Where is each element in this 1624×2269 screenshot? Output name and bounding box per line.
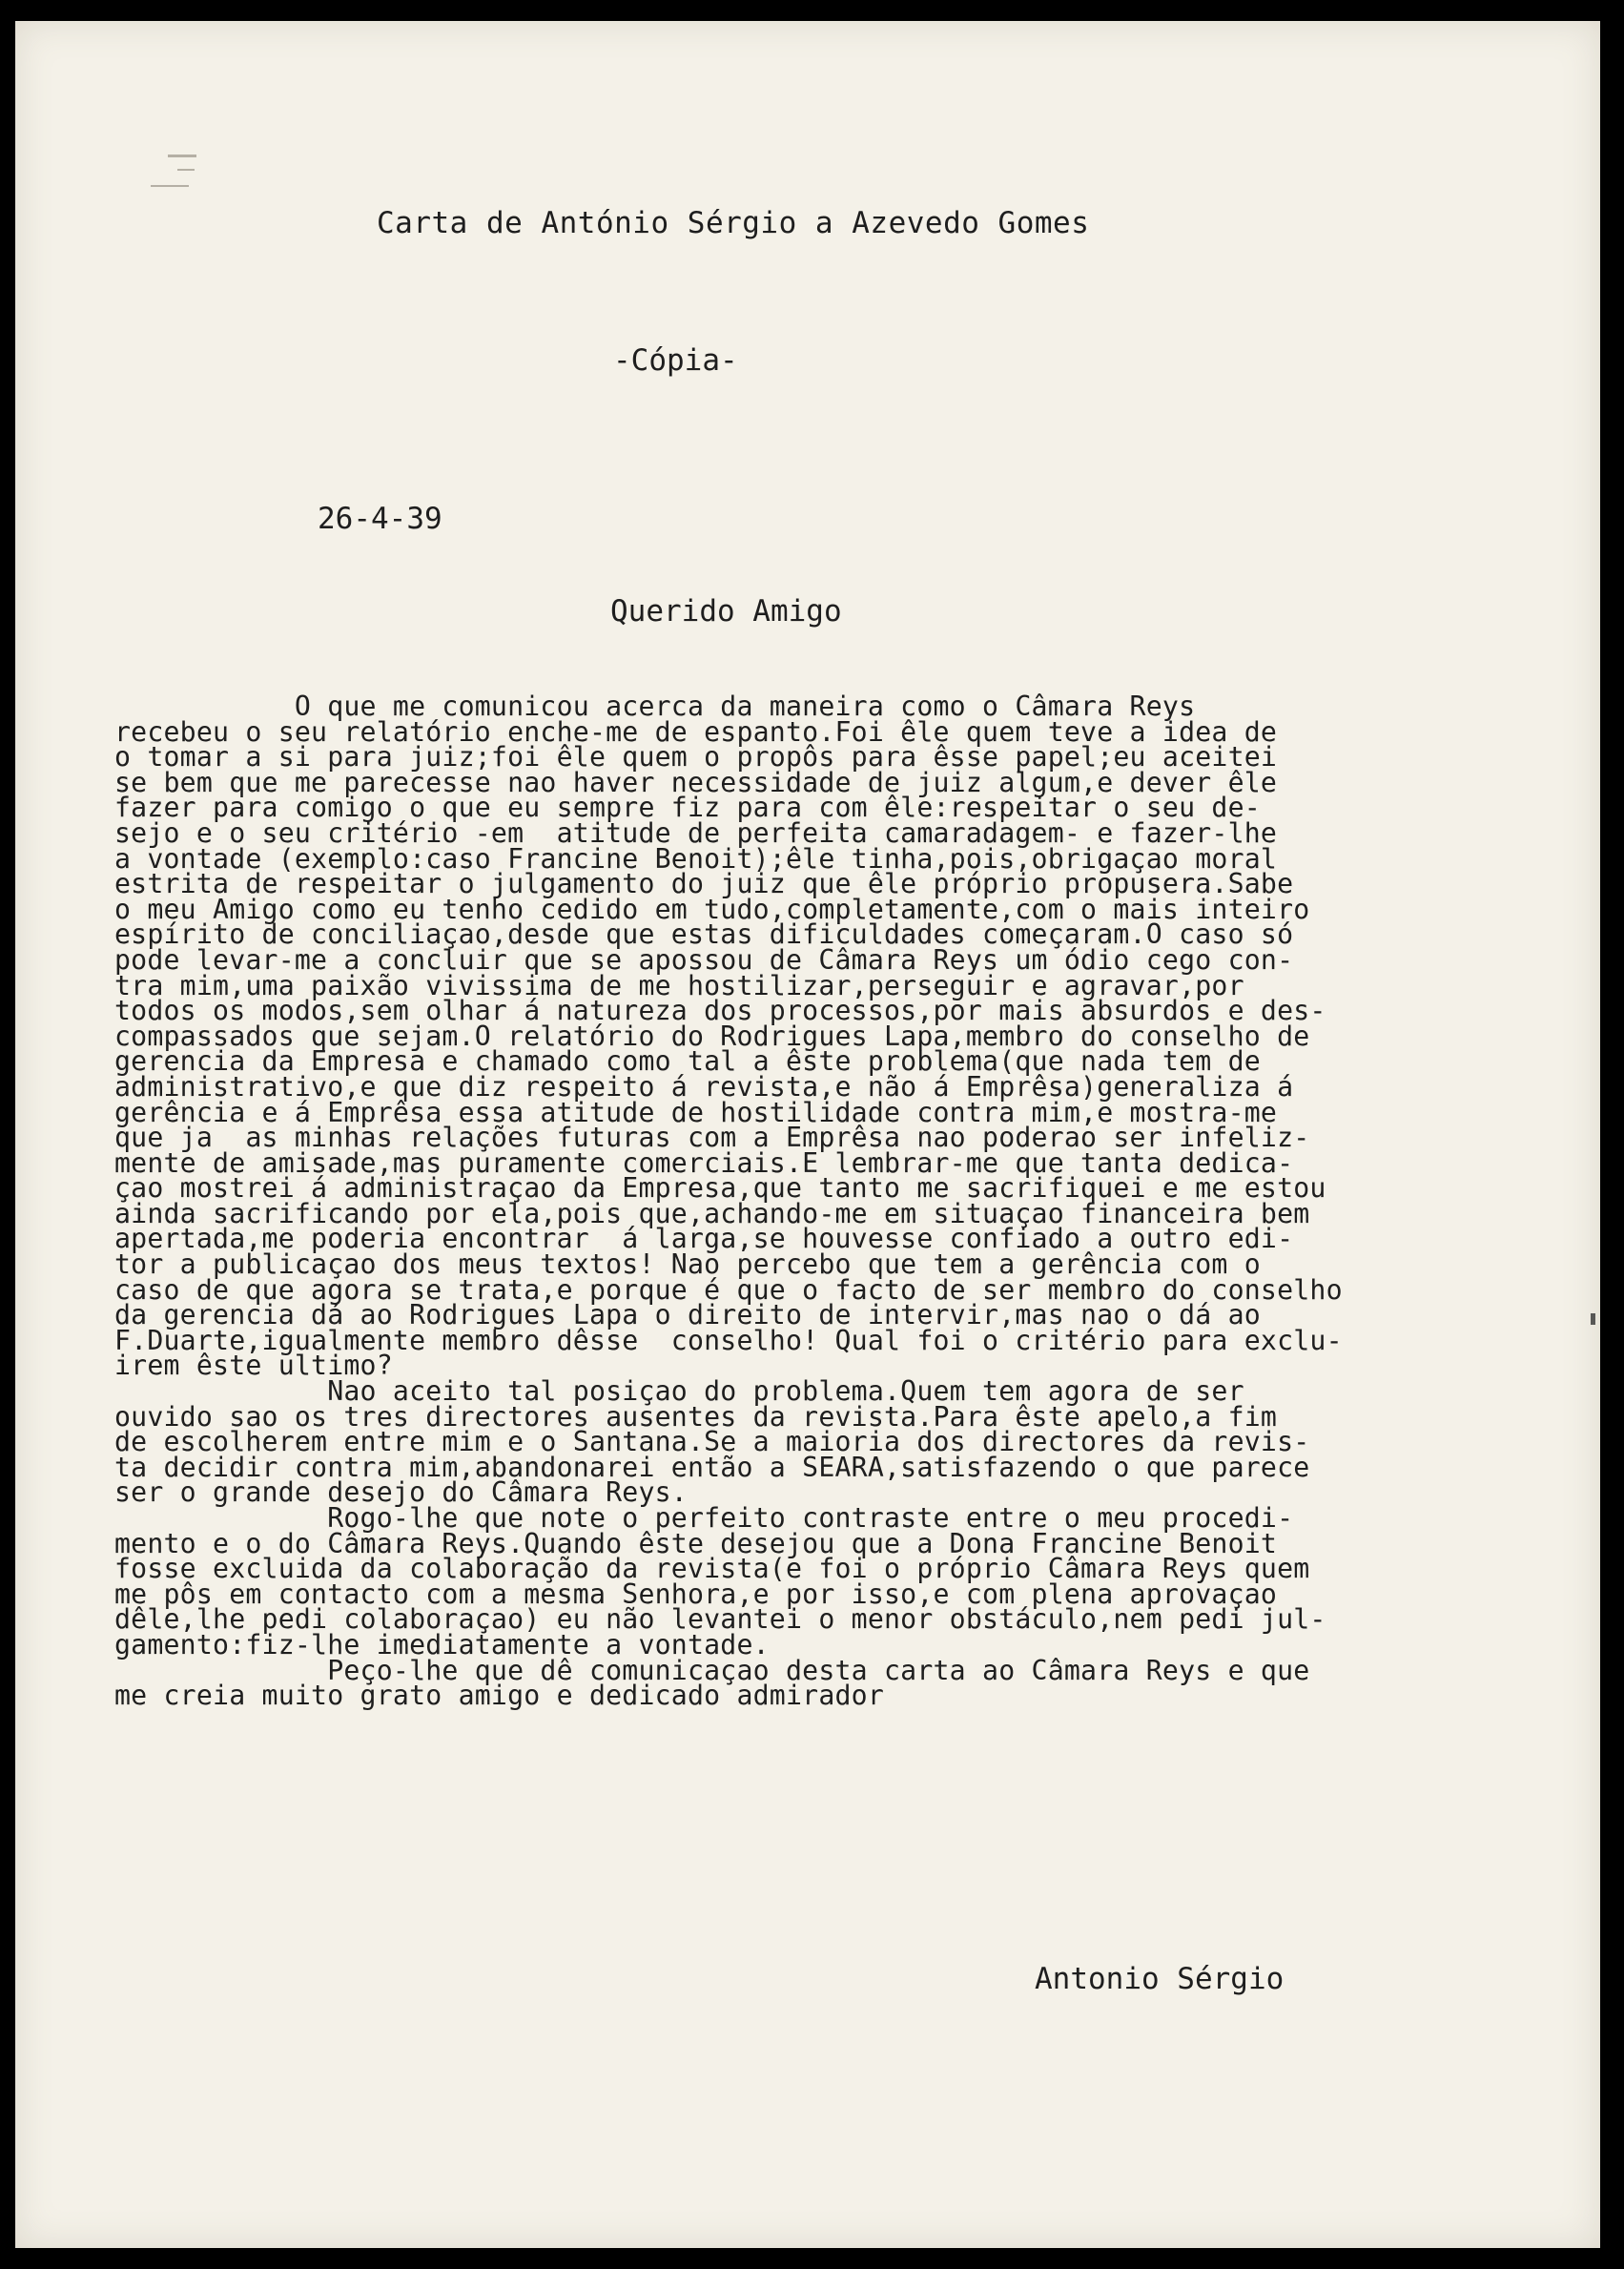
ink-smudge [1591, 1313, 1595, 1325]
body-line: O que me comunicou acerca da maneira como o Câmara Reys [114, 691, 1196, 722]
body-line: Peço-lhe que dê comunicaçao desta carta ao Câmara Reys e que [114, 1654, 1310, 1686]
body-line: compassados que sejam.O relatório do Rodrigues Lapa,membro do conselho de [114, 1020, 1310, 1052]
body-line: de escolherem entre mim e o Santana.Se a maioria dos directores da revis- [114, 1426, 1310, 1458]
ink-smudge [151, 185, 189, 187]
body-line: mente de amisade,mas puramente comerciais.E lembrar-me que tanta dedica- [114, 1146, 1294, 1179]
letter-body [114, 691, 1588, 1712]
copy-label: -Cópia- [613, 343, 738, 378]
body-line: çao mostrei á administraçao da Empresa,que tanto me sacrifiquei e me estou [114, 1172, 1326, 1205]
body-line: mento e o do Câmara Reys.Quando êste desejou que a Dona Francine Benoit [114, 1527, 1278, 1559]
body-line: fazer para comigo o que eu sempre fiz para com êle:respeitar o seu de- [114, 792, 1261, 824]
body-line: que ja as minhas relações futuras com a Emprêsa nao poderao ser infeliz- [114, 1122, 1310, 1154]
salutation: Querido Amigo [610, 594, 842, 629]
letter-date: 26-4-39 [318, 502, 442, 536]
body-line: ouvido sao os tres directores ausentes da revista.Para êste apelo,a fim [114, 1400, 1278, 1433]
body-line: administrativo,e que diz respeito á revista,e não á Emprêsa)generaliza á [114, 1070, 1294, 1103]
body-line: sejo e o seu critério -em atitude de perfeita camaradagem- e fazer-lhe [114, 816, 1278, 849]
body-line: irem êste ultimo? [114, 1350, 393, 1382]
body-line: ser o grande desejo do Câmara Reys. [114, 1476, 688, 1509]
body-line: Nao aceito tal posiçao do problema.Quem tem agora de ser [114, 1375, 1244, 1408]
body-line: gerência e á Emprêsa essa atitude de hostilidade contra mim,e mostra-me [114, 1096, 1278, 1128]
body-line: me creia muito grato amigo e dedicado admirador [114, 1680, 885, 1712]
body-line: tra mim,uma paixão vivissima de me hostilizar,perseguir e agravar,por [114, 969, 1244, 1001]
body-line: dêle,lhe pedi colaboraçao) eu não levantei o menor obstáculo,nem pedi jul- [114, 1603, 1326, 1636]
body-line: estrita de respeitar o julgamento do juiz que êle próprio propusera.Sabe [114, 868, 1294, 900]
body-line: o tomar a si para juiz;foi êle quem o propôs para êsse papel;eu aceitei [114, 741, 1278, 774]
ink-smudge [177, 169, 195, 171]
body-line: ainda sacrificando por ela,pois que,achando-me em situaçao financeira bem [114, 1197, 1310, 1229]
body-line: tor a publicaçao dos meus textos! Nao percebo que tem a gerência com o [114, 1248, 1261, 1281]
ink-smudge [168, 155, 196, 157]
body-line: da gerencia dá ao Rodrigues Lapa o direito de intervir,mas nao o dá ao [114, 1299, 1261, 1331]
letter-title: Carta de António Sérgio a Azevedo Gomes [377, 206, 1090, 240]
body-line: recebeu o seu relatório enche-me de espanto.Foi êle quem teve a idea de [114, 715, 1278, 748]
body-line: me pôs em contacto com a mesma Senhora,e por isso,e com plena aprovaçao [114, 1578, 1278, 1610]
body-line: F.Duarte,igualmente membro dêsse conselho! Qual foi o critério para exclu- [114, 1324, 1343, 1356]
body-line: se bem que me parecesse nao haver necessidade de juiz algum,e dever êle [114, 766, 1278, 798]
body-line: Rogo-lhe que note o perfeito contraste entre o meu procedi- [114, 1502, 1294, 1534]
body-line: ta decidir contra mim,abandonarei então a SEARA,satisfazendo o que parece [114, 1451, 1310, 1483]
body-line: espírito de conciliaçao,desde que estas dificuldades começaram.O caso só [114, 918, 1294, 951]
body-line: gerencia da Empresa e chamado como tal a êste problema(que nada tem de [114, 1045, 1261, 1078]
body-line: pode levar-me a concluir que se apossou de Câmara Reys um ódio cego con- [114, 943, 1294, 976]
body-line: apertada,me poderia encontrar á larga,se houvesse confiado a outro edi- [114, 1223, 1294, 1255]
body-line: gamento:fiz-lhe imediatamente a vontade. [114, 1628, 770, 1660]
body-line: a vontade (exemplo:caso Francine Benoit);êle tinha,pois,obrigaçao moral [114, 842, 1278, 875]
body-line: todos os modos,sem olhar á natureza dos processos,por mais absurdos e des- [114, 995, 1326, 1027]
body-line: fosse excluida da colaboração da revista(e foi o próprio Câmara Reys quem [114, 1553, 1310, 1585]
signature: Antonio Sérgio [1035, 1962, 1285, 1996]
body-line: caso de que agora se trata,e porque é que o facto de ser membro do conselho [114, 1273, 1343, 1306]
body-line: o meu Amigo como eu tenho cedido em tudo,completamente,com o mais inteiro [114, 893, 1310, 925]
